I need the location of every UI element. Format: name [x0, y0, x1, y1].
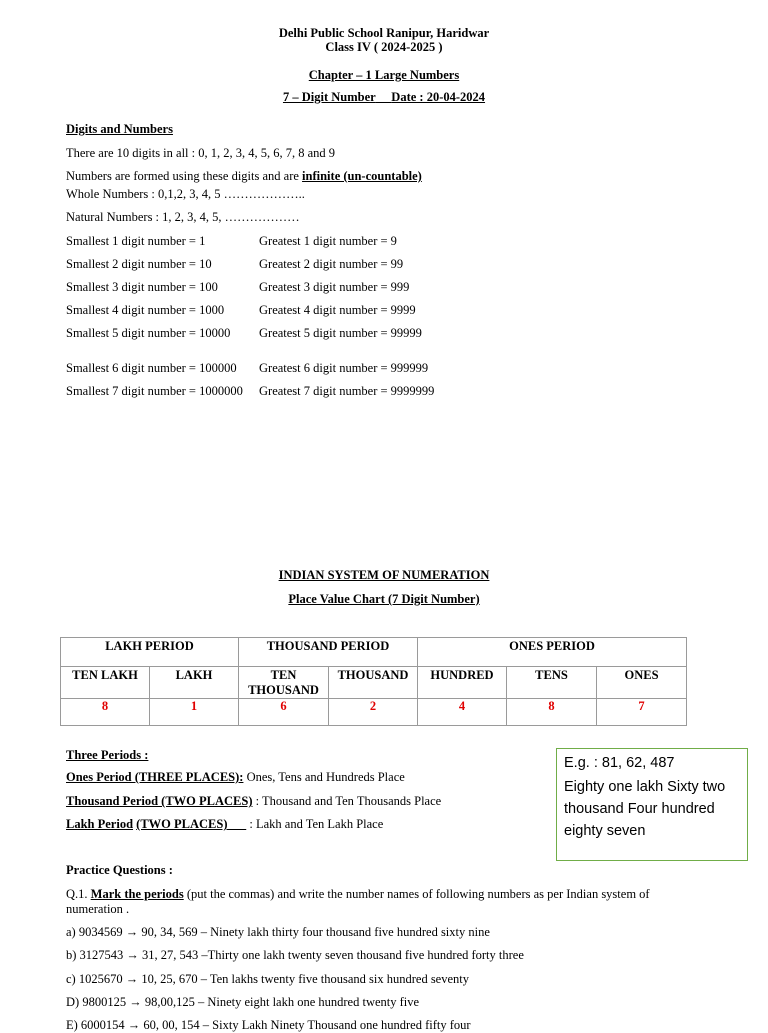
natural-numbers: Natural Numbers : 1, 2, 3, 4, 5, ……………… [66, 210, 300, 224]
ones-period-text: Ones, Tens and Hundreds Place [243, 770, 405, 784]
greatest-digit-number: Greatest 2 digit number = 99 [259, 257, 404, 271]
smallest-digit-number: Smallest 7 digit number = 1000000 [66, 384, 243, 398]
ones-period-line [66, 770, 405, 785]
date-text: Date : 20-04-2024 [391, 90, 486, 104]
place-header: HUNDRED [418, 667, 507, 699]
greatest-digit-number: Greatest 5 digit number = 99999 [259, 326, 422, 340]
place-header: ONES [597, 667, 687, 699]
practice-heading: Practice Questions : [66, 863, 173, 877]
infinite-prefix: Numbers are formed using these digits and are [66, 169, 303, 183]
period-row [61, 638, 687, 667]
thousand-period-header: THOUSAND PERIOD [239, 638, 418, 667]
digit-cell: 1 [150, 699, 239, 726]
greatest-digit-number: Greatest 6 digit number = 999999 [259, 361, 429, 375]
thousand-period-text: : Thousand and Ten Thousands Place [252, 794, 442, 808]
school-name: Delhi Public School Ranipur, Haridwar [278, 26, 490, 40]
class-line: Class IV ( 2024-2025 ) [325, 40, 443, 54]
question-1-prefix: Q.1. [66, 887, 91, 901]
question-1-text: (put the commas) and write the number names of following numbers as per Indian system of [183, 887, 650, 901]
topic-text: 7 – Digit Number [282, 90, 376, 104]
lakh-period-header: LAKH PERIOD [61, 638, 239, 667]
smallest-digit-number: Smallest 5 digit number = 10000 [66, 326, 231, 340]
place-header: TENS [507, 667, 597, 699]
answer-item: c) 1025670 → 10, 25, 670 – Ten lakhs twenty five thousand six hundred seventy [66, 972, 470, 986]
whole-numbers: Whole Numbers : 0,1,2, 3, 4, 5 ……………….. [66, 187, 305, 201]
infinite-line [66, 169, 422, 184]
lakh-period-text: : Lakh and Ten Lakh Place [246, 817, 384, 831]
smallest-digit-number: Smallest 6 digit number = 100000 [66, 361, 237, 375]
chapter-text: Chapter – 1 Large Numbers [308, 68, 460, 82]
numeration-title [0, 568, 768, 583]
answer-item: E) 6000154 → 60, 00, 154 – Sixty Lakh Ninety Thousand one hundred fifty four [66, 1018, 471, 1032]
example-name-line: thousand Four hundred [564, 801, 715, 817]
digit-cell: 8 [507, 699, 597, 726]
infinite-emphasis: infinite (un-countable) [302, 169, 422, 183]
lakh-period-label: Lakh Period [66, 817, 134, 831]
place-header: LAKH [150, 667, 239, 699]
example-number: E.g. : 81, 62, 487 [564, 755, 675, 771]
digit-row [61, 699, 687, 726]
question-1 [66, 887, 650, 902]
question-1-continued: numeration . [66, 902, 130, 916]
smallest-digit-number: Smallest 3 digit number = 100 [66, 280, 218, 294]
place-value-subtitle [0, 592, 768, 607]
place-value-subtitle-text: Place Value Chart (7 Digit Number) [288, 592, 480, 606]
place-header: TEN THOUSAND [239, 667, 329, 699]
question-1-emphasis: Mark the periods [90, 887, 184, 901]
greatest-digit-number: Greatest 1 digit number = 9 [259, 234, 397, 248]
place-header: TEN LAKH [61, 667, 150, 699]
lakh-period-blank [227, 817, 246, 831]
place-row [61, 667, 687, 699]
smallest-digit-number: Smallest 2 digit number = 10 [66, 257, 212, 271]
thousand-period-line [66, 794, 441, 809]
answer-item: b) 3127543 → 31, 27, 543 –Thirty one lakh twenty seven thousand five hundred forty three [66, 948, 524, 962]
digits-line: There are 10 digits in all : 0, 1, 2, 3, 4, 5, 6, 7, 8 and 9 [66, 146, 336, 160]
place-header: THOUSAND [329, 667, 418, 699]
example-box [556, 748, 748, 861]
smallest-digit-number: Smallest 4 digit number = 1000 [66, 303, 225, 317]
digit-cell: 6 [239, 699, 329, 726]
greatest-digit-number: Greatest 7 digit number = 9999999 [259, 384, 435, 398]
lakh-period-label-places: (TWO PLACES) [136, 817, 228, 831]
topic-spacer [376, 90, 392, 104]
example-name-line: eighty seven [564, 823, 646, 839]
answer-item: a) 9034569 → 90, 34, 569 – Ninety lakh thirty four thousand five hundred sixty nine [66, 925, 490, 939]
answer-item: D) 9800125 → 98,00,125 – Ninety eight lakh one hundred twenty five [66, 995, 420, 1009]
chapter-title [0, 68, 768, 83]
topic-line [0, 90, 768, 105]
ones-period-label: Ones Period (THREE PLACES): [66, 770, 244, 784]
digits-heading: Digits and Numbers [66, 122, 173, 136]
thousand-period-label: Thousand Period (TWO PLACES) [66, 794, 253, 808]
greatest-digit-number: Greatest 3 digit number = 999 [259, 280, 410, 294]
three-periods-heading: Three Periods : [66, 748, 149, 762]
digit-cell: 7 [597, 699, 687, 726]
smallest-digit-number: Smallest 1 digit number = 1 [66, 234, 206, 248]
digit-cell: 8 [61, 699, 150, 726]
greatest-digit-number: Greatest 4 digit number = 9999 [259, 303, 416, 317]
example-name-line: Eighty one lakh Sixty two [564, 779, 726, 795]
digit-cell: 2 [329, 699, 418, 726]
ones-period-header: ONES PERIOD [418, 638, 687, 667]
digit-cell: 4 [418, 699, 507, 726]
numeration-title-text: INDIAN SYSTEM OF NUMERATION [278, 568, 490, 582]
place-value-table [60, 637, 687, 726]
lakh-period-line [66, 817, 383, 832]
